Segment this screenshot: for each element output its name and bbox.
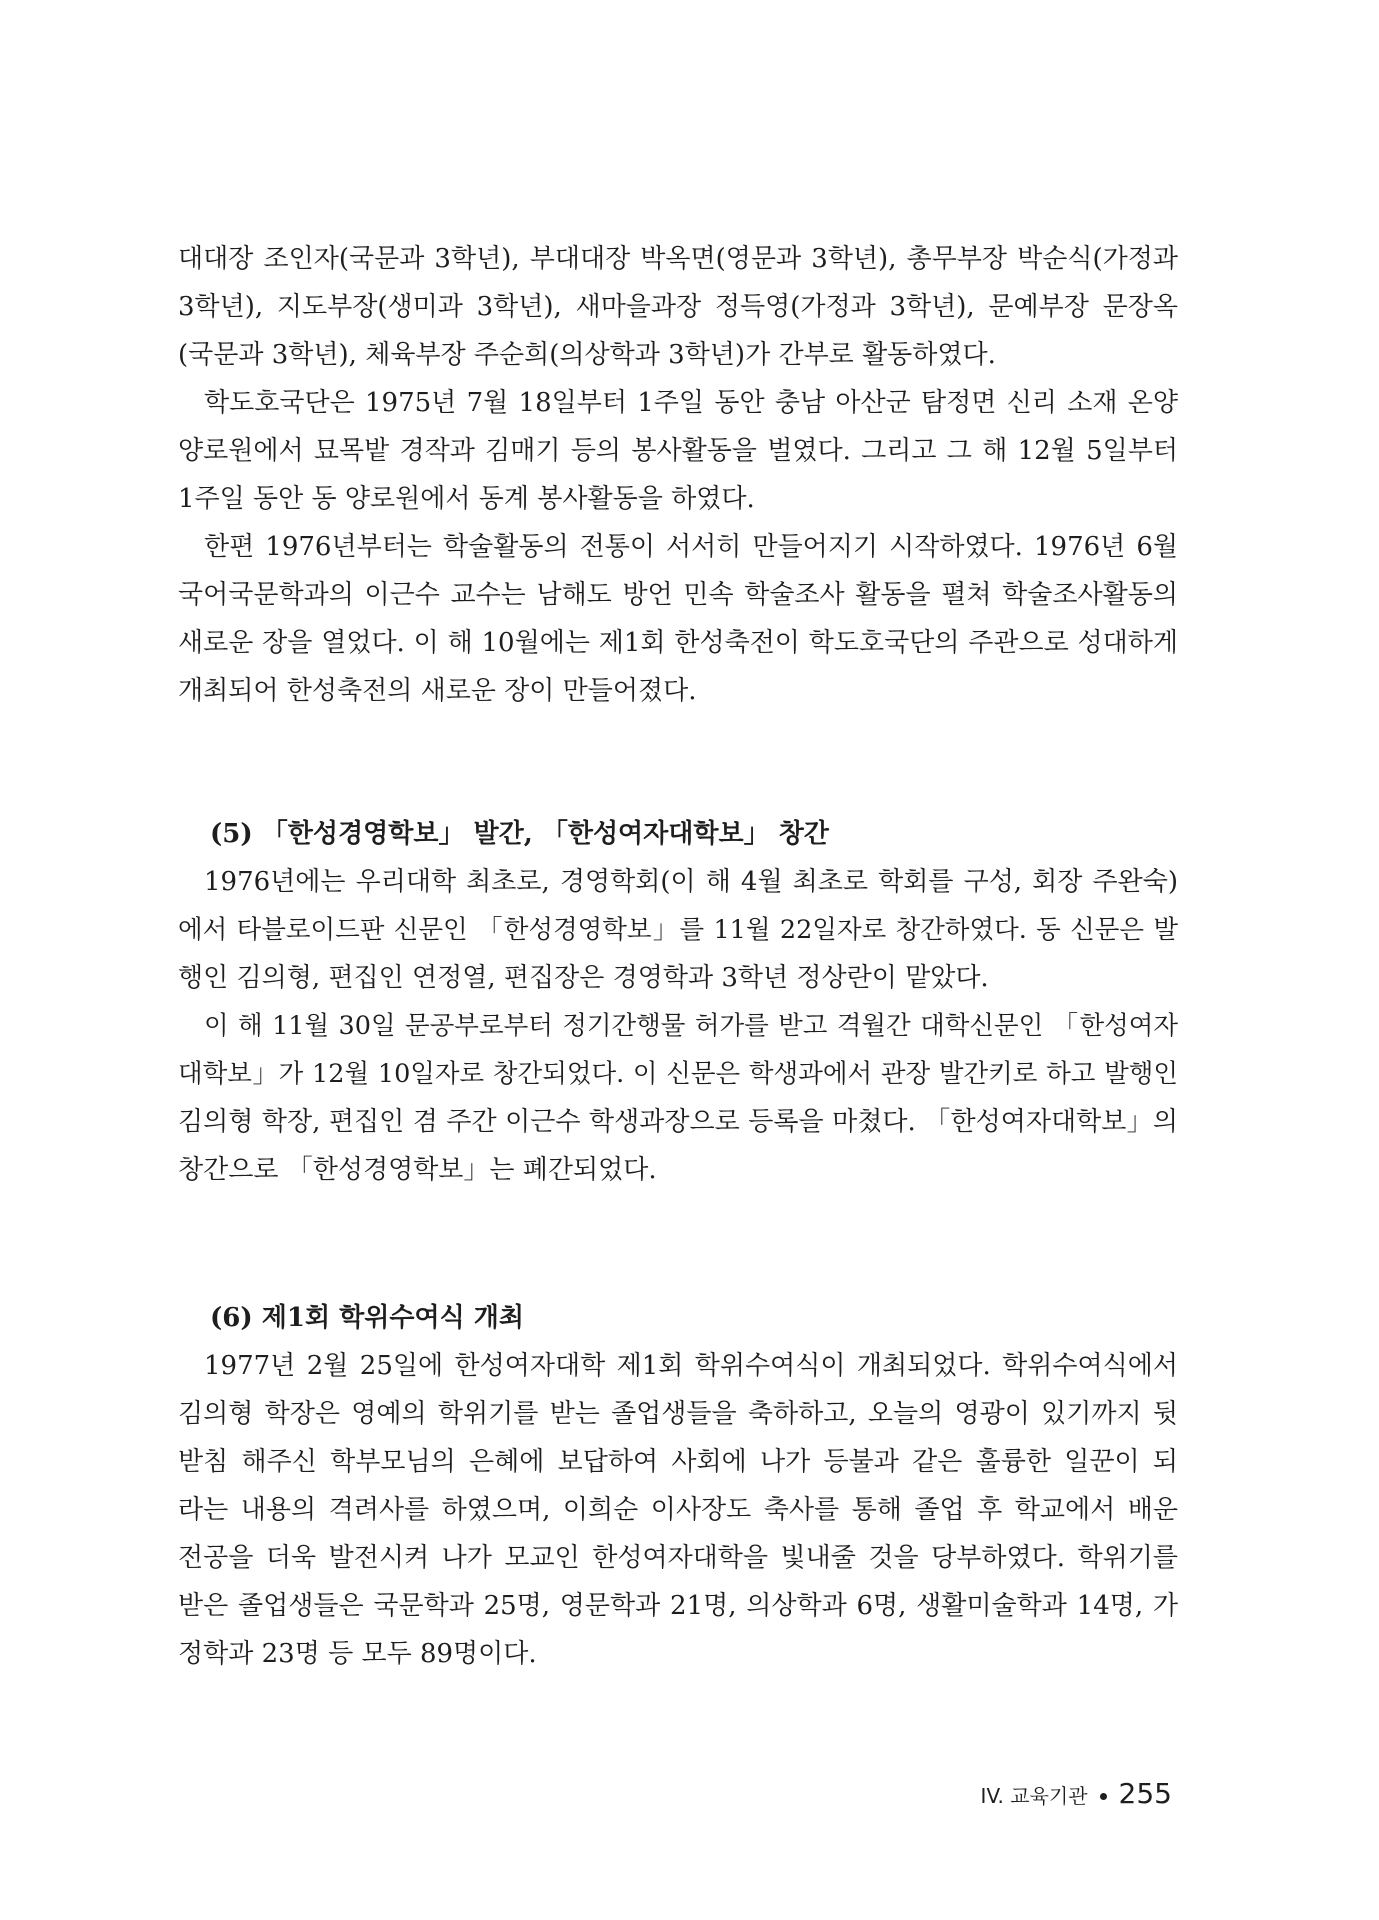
- paragraph-line: 받은 졸업생들은 국문학과 25명, 영문학과 21명, 의상학과 6명, 생활미술학과 14명, 가: [178, 1591, 1178, 1621]
- bullet-icon: [1100, 1793, 1107, 1800]
- paragraph-line: 학도호국단은 1975년 7월 18일부터 1주일 동안 충남 아산군 탐정면 신리 소재 온양: [204, 388, 1178, 418]
- paragraph-line: 김의형 학장, 편집인 겸 주간 이근수 학생과장으로 등록을 마쳤다. 「한성여자대학보」의: [178, 1107, 1178, 1137]
- section-6: [178, 1294, 1178, 1678]
- paragraph-line: 전공을 더욱 발전시켜 나가 모교인 한성여자대학을 빛내줄 것을 당부하였다. 학위기를: [178, 1543, 1178, 1573]
- paragraph-line: 라는 내용의 격려사를 하였으며, 이희순 이사장도 축사를 통해 졸업 후 학교에서 배운: [178, 1495, 1178, 1525]
- paragraph-line: 정학과 23명 등 모두 89명이다.: [178, 1639, 537, 1669]
- paragraph-line: 새로운 장을 열었다. 이 해 10월에는 제1회 한성축전이 학도호국단의 주관으로 성대하게: [178, 628, 1178, 658]
- paragraph-line: 대학보」가 12월 10일자로 창간되었다. 이 신문은 학생과에서 관장 발간키로 하고 발행인: [178, 1059, 1178, 1089]
- paragraph-line: 창간으로 「한성경영학보」는 폐간되었다.: [178, 1155, 657, 1185]
- section-heading: (6) 제1회 학위수여식 개최: [210, 1303, 524, 1333]
- paragraph-line: 에서 타블로이드판 신문인 「한성경영학보」를 11월 22일자로 창간하였다. 동 신문은 발: [178, 915, 1178, 945]
- paragraph-line: 1976년에는 우리대학 최초로, 경영학회(이 해 4월 최초로 학회를 구성, 회장 주완숙): [204, 867, 1178, 897]
- paragraph-line: 1주일 동안 동 양로원에서 동계 봉사활동을 하였다.: [178, 484, 755, 514]
- paragraph-line: 한편 1976년부터는 학술활동의 전통이 서서히 만들어지기 시작하였다. 1976년 6월: [204, 532, 1178, 562]
- paragraph-line: 받침 해주신 학부모님의 은혜에 보답하여 사회에 나가 등불과 같은 훌륭한 일꾼이 되: [178, 1447, 1178, 1477]
- paragraph-line: 행인 김의형, 편집인 연정열, 편집장은 경영학과 3학년 정상란이 맡았다.: [178, 963, 989, 993]
- page-number: 255: [1118, 1777, 1172, 1810]
- section-5: [178, 810, 1178, 1194]
- paragraph-line: 개최되어 한성축전의 새로운 장이 만들어졌다.: [178, 676, 697, 706]
- paragraph-line: 양로원에서 묘목밭 경작과 김매기 등의 봉사활동을 벌였다. 그리고 그 해 12월 5일부터: [178, 436, 1178, 466]
- paragraph-line: 3학년), 지도부장(생미과 3학년), 새마을과장 정득영(가정과 3학년), 문예부장 문장옥: [178, 292, 1178, 322]
- paragraph-line: 1977년 2월 25일에 한성여자대학 제1회 학위수여식이 개최되었다. 학위수여식에서: [204, 1351, 1178, 1381]
- page-footer: [981, 1770, 1172, 1818]
- paragraph-line: (국문과 3학년), 체육부장 주순희(의상학과 3학년)가 간부로 활동하였다.: [178, 340, 996, 370]
- section-heading: (5) 「한성경영학보」 발간, 「한성여자대학보」 창간: [210, 819, 829, 849]
- paragraph-line: 김의형 학장은 영예의 학위기를 받는 졸업생들을 축하하고, 오늘의 영광이 있기까지 뒷: [178, 1399, 1178, 1429]
- paragraph-line: 대대장 조인자(국문과 3학년), 부대대장 박옥면(영문과 3학년), 총무부장 박순식(가정과: [178, 244, 1178, 274]
- paragraph-line: 이 해 11월 30일 문공부로부터 정기간행물 허가를 받고 격월간 대학신문인 「한성여자: [204, 1011, 1178, 1041]
- paragraph-line: 국어국문학과의 이근수 교수는 남해도 방언 민속 학술조사 활동을 펼쳐 학술조사활동의: [178, 580, 1178, 610]
- continued-paragraphs: [178, 235, 1178, 715]
- footer-section-title: IV. 교육기관: [980, 1784, 1088, 1808]
